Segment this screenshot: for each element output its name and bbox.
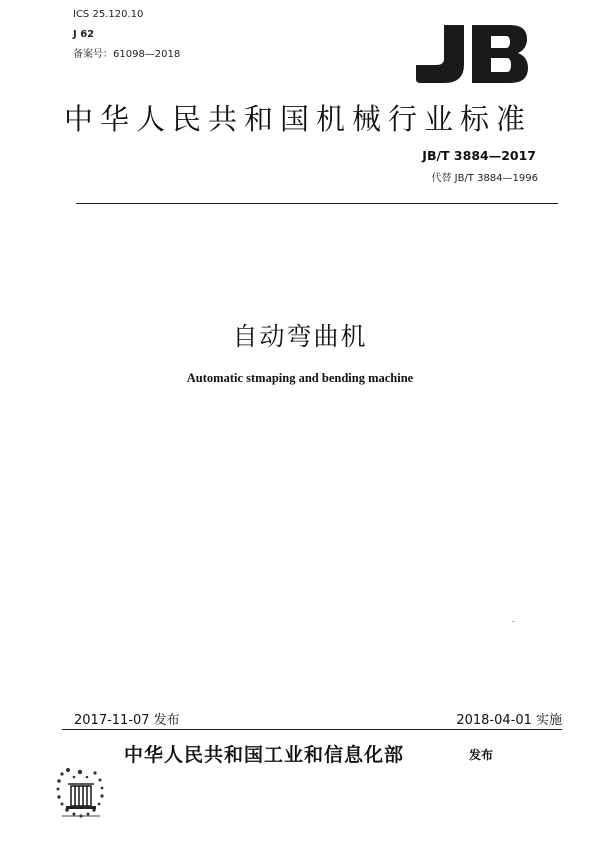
ics-code: ICS 25.120.10: [73, 9, 144, 20]
agency-title: 中华人民共和国机械行业标准: [64, 102, 533, 136]
footer-divider: [62, 729, 562, 730]
jb-logo: [414, 23, 529, 85]
scan-speck: [512, 621, 515, 622]
standard-number: JB/T 3884—2017: [422, 148, 536, 163]
implementation-date: 2018-04-01 实施: [456, 713, 562, 728]
jb-logo-b-glyph: [472, 25, 528, 83]
document-title-english: Automatic stmaping and bending machine: [186, 371, 414, 385]
issue-date: 2017-11-07 发布: [74, 713, 180, 728]
replaces-standard: 代替 JB/T 3884—1996: [431, 173, 538, 184]
record-number: 备案号：61098—2018: [73, 49, 181, 60]
jb-logo-j-glyph: [416, 25, 464, 83]
national-emblem-icon: [54, 764, 108, 822]
document-title-chinese: 自动弯曲机: [232, 322, 368, 351]
classification-code: J 62: [73, 29, 95, 40]
publisher-name: 中华人民共和国工业和信息化部: [124, 744, 405, 766]
header-divider: [76, 203, 558, 204]
publisher-action: 发布: [469, 748, 494, 762]
